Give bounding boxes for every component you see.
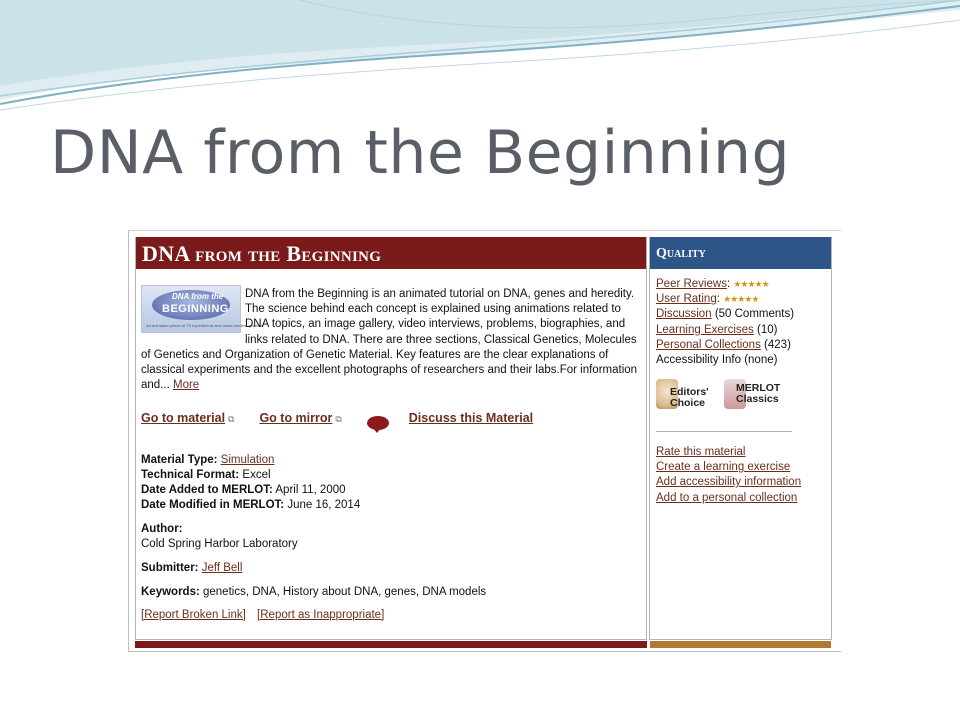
speech-bubble-icon <box>367 416 389 430</box>
material-description <box>141 287 641 393</box>
discuss-material-link[interactable]: Discuss this Material <box>408 411 534 425</box>
decorative-waves <box>0 0 960 120</box>
report-inappropriate-link[interactable]: [Report as Inappropriate] <box>257 609 385 621</box>
keywords-value: genetics, DNA, History about DNA, genes, DNA models <box>203 586 487 598</box>
personal-collections-link[interactable]: Personal Collections <box>656 338 761 351</box>
learning-exercises-count: (10) <box>757 323 778 336</box>
editors-choice-text: Editors' Choice <box>670 386 709 409</box>
quality-actions <box>656 445 801 506</box>
date-modified-label: Date Modified in MERLOT: <box>141 499 285 511</box>
date-added-value: April 11, 2000 <box>275 484 346 496</box>
merlot-classics-text: MERLOT Classics <box>736 382 781 405</box>
report-broken-link[interactable]: [Report Broken Link] <box>141 609 246 621</box>
quality-panel <box>649 237 832 640</box>
submitter-label: Submitter: <box>141 562 199 574</box>
material-header: DNA from the Beginning <box>136 237 646 269</box>
add-collection-link[interactable]: Add to a personal collection <box>656 491 798 504</box>
submitter-link[interactable]: Jeff Bell <box>201 562 243 574</box>
divider <box>656 431 792 432</box>
logo-line1: DNA from the <box>172 292 224 301</box>
date-added-label: Date Added to MERLOT: <box>141 484 273 496</box>
material-meta <box>141 453 486 600</box>
user-rating-stars-icon: ★★★★★ <box>723 294 759 305</box>
discussion-link[interactable]: Discussion <box>656 308 712 321</box>
technical-format-label: Technical Format: <box>141 469 240 481</box>
accessibility-info: Accessibility Info (none) <box>656 354 778 367</box>
logo-line2: BEGINNING <box>162 303 229 315</box>
author-label: Author: <box>141 523 183 535</box>
description-text: DNA from the Beginning is an animated tutorial on DNA, genes and heredity. The science behind each concept is explained using animations related to DNA topics, an image gallery, video interviews, problems, biographies, and links related to DNA. There are three sections, Classical Genetics, Molecules of Genetics and Organization of Genetic Material. Key features are the clear explanations of classical experiments and the excellent photographs of researchers and their labs.For information and... <box>141 288 638 392</box>
merlot-screenshot <box>128 230 841 652</box>
quality-list: Peer Reviews: ★★★★★ User Rating: ★★★★★ Discussion (50 Comments) Learning Exercises (10) Personal Collections (423) Accessibility Info (none) <box>656 277 794 368</box>
personal-collections-count: (423) <box>764 338 791 351</box>
learning-exercises-link[interactable]: Learning Exercises <box>656 323 754 336</box>
report-links <box>141 609 392 621</box>
external-link-icon: ⧉ <box>228 414 235 424</box>
user-rating-link[interactable]: User Rating <box>656 293 717 306</box>
material-type-link[interactable]: Simulation <box>220 454 275 466</box>
go-to-material-link[interactable]: Go to material <box>141 411 226 425</box>
add-accessibility-link[interactable]: Add accessibility information <box>656 476 802 489</box>
material-type-label: Material Type: <box>141 454 218 466</box>
slide-title: DNA from the Beginning <box>50 118 791 188</box>
date-modified-value: June 16, 2014 <box>287 499 361 511</box>
technical-format-value: Excel <box>242 469 271 481</box>
author-value: Cold Spring Harbor Laboratory <box>141 538 298 550</box>
quality-footer-bar <box>650 641 831 648</box>
keywords-label: Keywords: <box>141 586 200 598</box>
peer-reviews-link[interactable]: Peer Reviews <box>656 278 727 290</box>
logo-tagline: An animated primer of 75 experiments that made modern genetics <box>146 323 264 328</box>
rate-material-link[interactable]: Rate this material <box>656 446 746 458</box>
go-to-mirror-link[interactable]: Go to mirror <box>259 411 333 425</box>
peer-review-stars-icon: ★★★★★ <box>733 279 769 289</box>
discussion-count: (50 Comments) <box>714 308 795 321</box>
material-footer-bar <box>135 641 647 648</box>
material-actions <box>141 411 533 425</box>
create-exercise-link[interactable]: Create a learning exercise <box>656 461 791 474</box>
award-badges <box>656 379 826 419</box>
quality-header: Quality <box>650 237 831 269</box>
more-link[interactable]: More <box>172 379 200 392</box>
material-panel <box>135 237 647 640</box>
external-link-icon: ⧉ <box>335 414 342 424</box>
